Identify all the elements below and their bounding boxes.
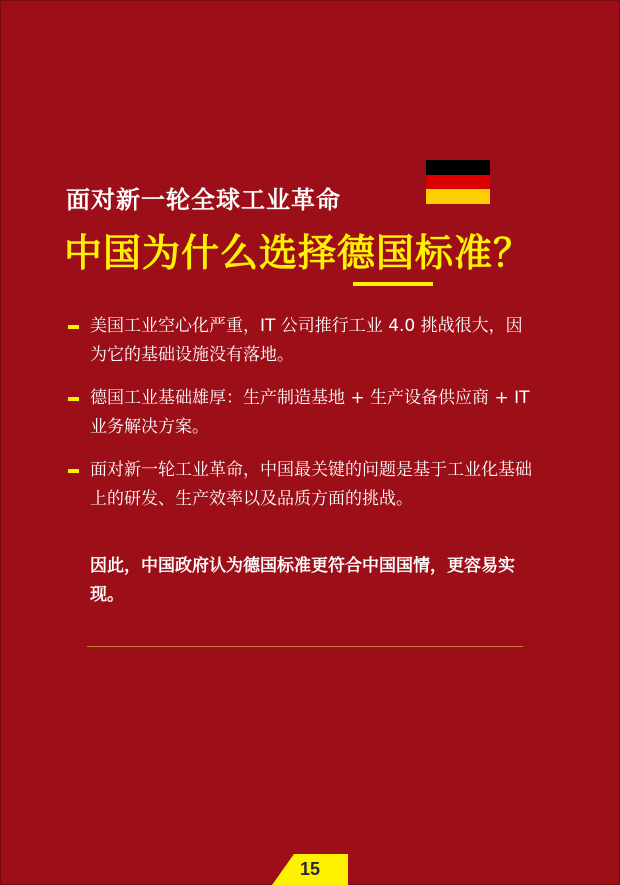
bullet-item — [68, 384, 538, 442]
flag-stripe-red — [426, 175, 490, 190]
flag-stripe-black — [426, 160, 490, 175]
bullet-list — [68, 312, 538, 528]
bullet-text: 德国工业基础雄厚：生产制造基地 + 生产设备供应商 + IT 业务解决方案。 — [90, 388, 530, 437]
bullet-dash-icon — [68, 397, 79, 401]
page-number: 15 — [299, 859, 321, 879]
bullet-item — [68, 312, 538, 370]
flag-stripe-gold — [426, 189, 490, 204]
conclusion-text: 因此，中国政府认为德国标准更符合中国国情，更容易实现。 — [90, 556, 515, 605]
bullet-item — [68, 456, 538, 514]
bullet-text: 面对新一轮工业革命，中国最关键的问题是基于工业化基础上的研发、生产效率以及品质方面的挑战。 — [90, 460, 532, 509]
bullet-dash-icon — [68, 469, 79, 473]
title-underline — [353, 282, 433, 286]
bullet-dash-icon — [68, 325, 79, 329]
germany-flag-icon — [426, 160, 490, 204]
divider — [87, 646, 523, 647]
page-number-tab — [272, 854, 348, 885]
bullet-text: 美国工业空心化严重，IT 公司推行工业 4.0 挑战很大，因为它的基础设施没有落地。 — [90, 316, 523, 365]
page-subtitle: 面对新一轮全球工业革命 — [66, 186, 341, 214]
page-title: 中国为什么选择德国标准？ — [64, 231, 533, 275]
